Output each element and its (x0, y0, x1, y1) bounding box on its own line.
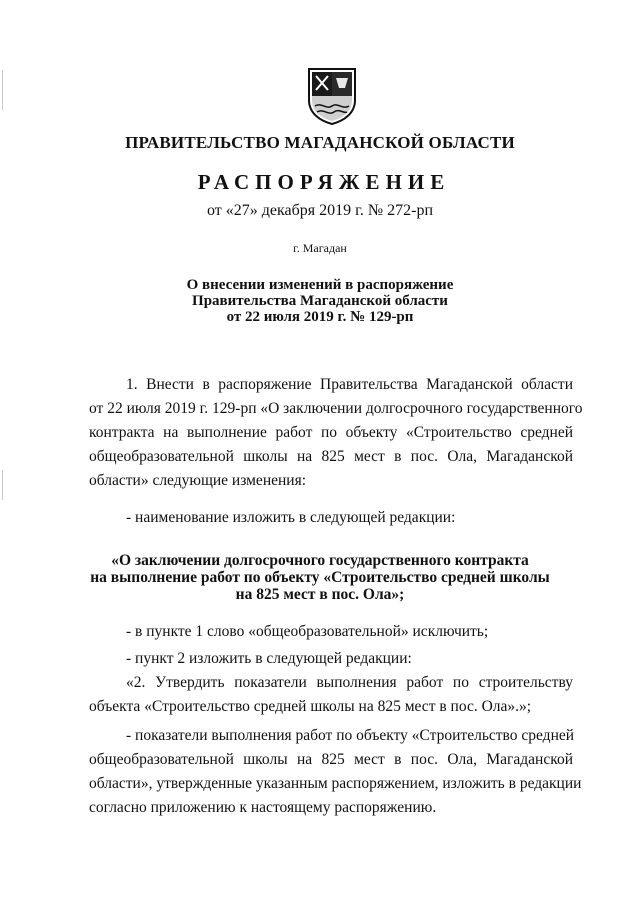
subject-line: О внесении изменений в распоряжение (186, 277, 454, 293)
paragraph-1 (89, 373, 583, 493)
document-type: РАСПОРЯЖЕНИЕ (197, 170, 451, 194)
paragraph-line: общеобразовательной школы на 825 мест в пос. Ола, Магаданской (89, 448, 573, 465)
paragraph-line: - в пункте 1 слово «общеобразовательной» исключить; (126, 623, 489, 640)
paragraph-line: контракта на выполнение работ по объекту «Строительство средней (89, 424, 573, 441)
paragraph-line: - показатели выполнения работ по объекту «Строительство средней (126, 727, 575, 744)
quote-line: на 825 мест в пос. Ола»; (235, 586, 405, 603)
quoted-new-title (0, 552, 640, 603)
paragraph-line: - наименование изложить в следующей редакции: (126, 509, 456, 526)
scan-edge-mark (2, 70, 3, 110)
paragraph-line: 1. Внести в распоряжение Правительства Магаданской области (126, 376, 573, 393)
paragraph-line: от 22 июля 2019 г. 129-рп «О заключении долгосрочного государственного (89, 400, 583, 417)
paragraph-line: области», утвержденные указанным распоряжением, изложить в редакции (89, 775, 582, 792)
list-item (89, 671, 573, 719)
coat-of-arms-emblem (305, 66, 359, 126)
document-place: г. Магадан (293, 241, 347, 255)
paragraph-line: общеобразовательной школы на 825 мест в пос. Ола, Магаданской (89, 751, 573, 768)
list-item (89, 647, 573, 671)
paragraph-line: области» следующие изменения: (89, 472, 307, 489)
list-item (89, 724, 582, 820)
subject-line: от 22 июля 2019 г. № 129-рп (226, 309, 414, 325)
document-subject (0, 277, 640, 325)
paragraph-line: «2. Утвердить показатели выполнения работ по строительству (126, 674, 573, 691)
paragraph-line: - пункт 2 изложить в следующей редакции: (126, 650, 412, 667)
list-item (89, 506, 573, 530)
paragraph-line: согласно приложению к настоящему распоряжению. (89, 799, 437, 816)
quote-line: на выполнение работ по объекту «Строительство средней школы (90, 569, 550, 586)
list-item (89, 620, 573, 644)
quote-line: «О заключении долгосрочного государственного контракта (111, 552, 529, 569)
subject-line: Правительства Магаданской области (192, 293, 448, 309)
scan-edge-mark (2, 470, 3, 500)
paragraph-line: объекта «Строительство средней школы на 825 мест в пос. Ола».»; (89, 698, 532, 715)
organization-title: ПРАВИТЕЛЬСТВО МАГАДАНСКОЙ ОБЛАСТИ (125, 133, 515, 152)
document-date-number: от «27» декабря 2019 г. № 272-рп (206, 202, 434, 219)
